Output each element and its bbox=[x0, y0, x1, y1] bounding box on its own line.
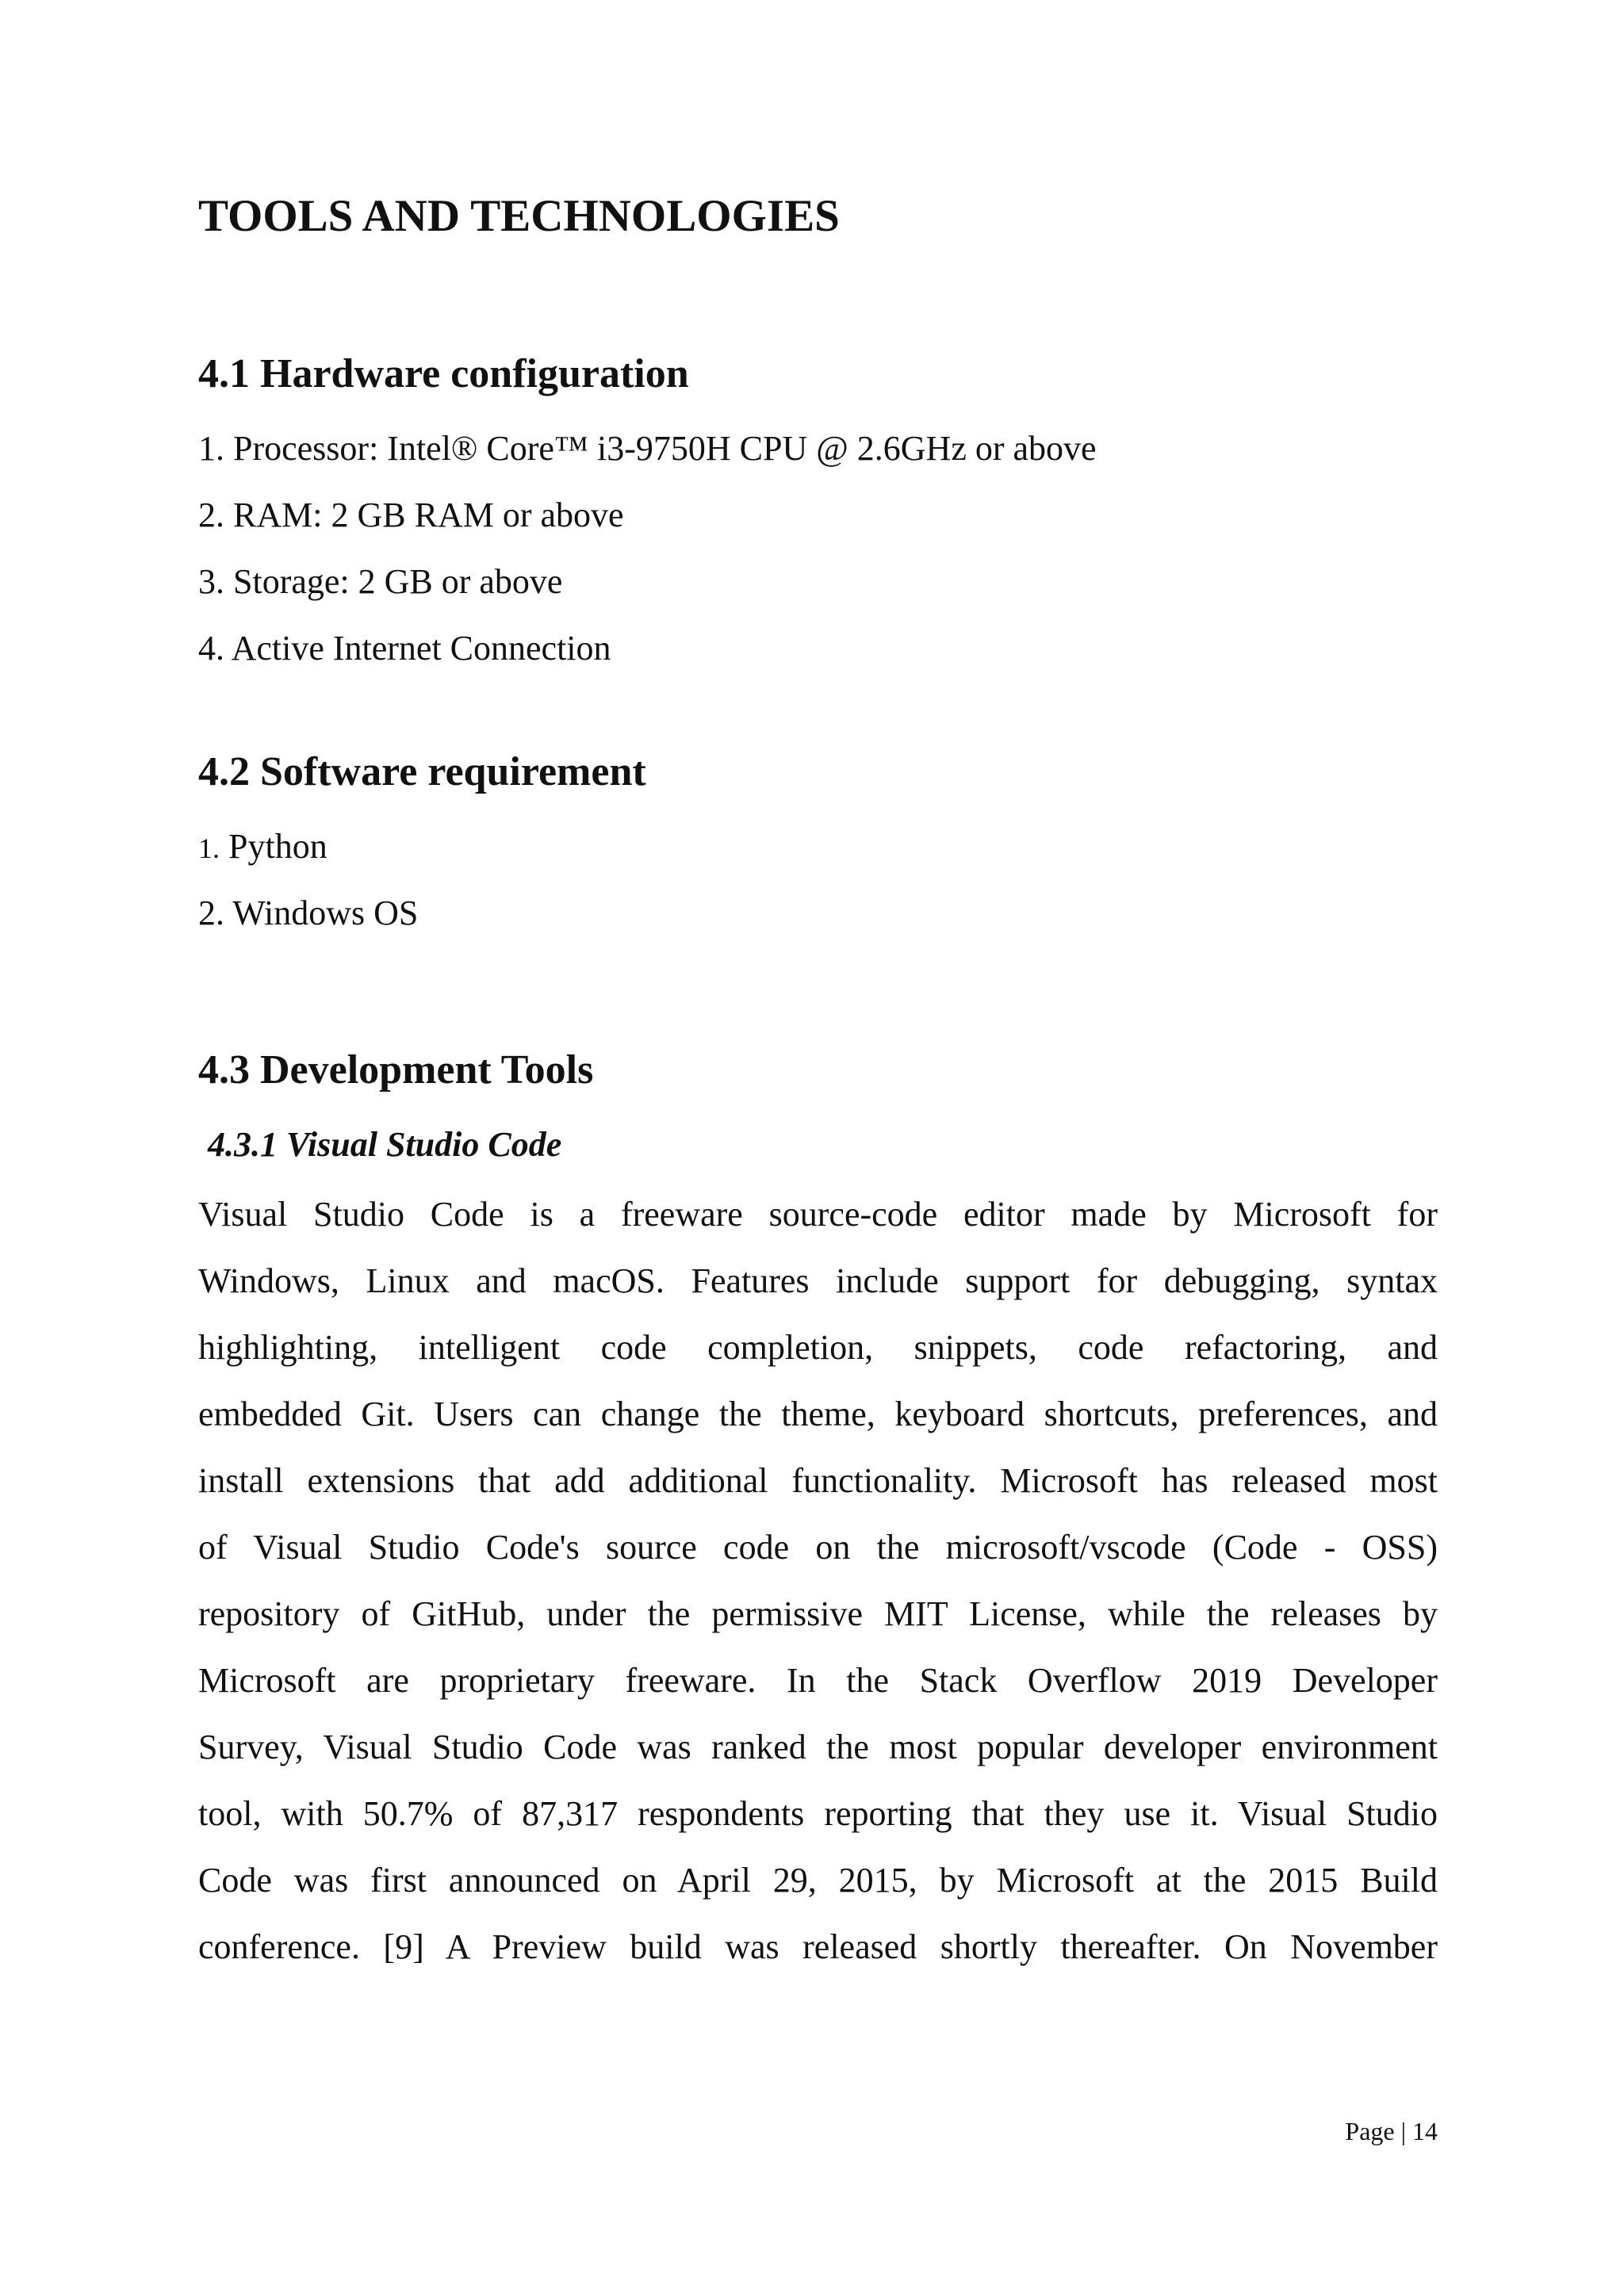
page-number: Page | 14 bbox=[1345, 2117, 1438, 2145]
vscode-paragraph bbox=[198, 1181, 1438, 1980]
list-item-text: 2. Windows OS bbox=[198, 894, 419, 932]
hardware-list bbox=[198, 415, 1097, 682]
paragraph-line: repository of GitHub, under the permissive MIT License, while the releases by bbox=[198, 1594, 1438, 1633]
list-item bbox=[198, 880, 418, 947]
paragraph-line: Visual Studio Code is a freeware source-code editor made by Microsoft for bbox=[198, 1195, 1438, 1234]
software-list bbox=[198, 813, 418, 947]
list-item: 2. RAM: 2 GB RAM or above bbox=[198, 496, 624, 534]
paragraph-line: Code was first announced on April 29, 2015, by Microsoft at the 2015 Build bbox=[198, 1861, 1438, 1900]
paragraph-line: embedded Git. Users can change the theme, keyboard shortcuts, preferences, and bbox=[198, 1395, 1438, 1433]
list-item: 3. Storage: 2 GB or above bbox=[198, 562, 563, 601]
section-heading-software: 4.2 Software requirement bbox=[198, 749, 646, 794]
list-item: 4. Active Internet Connection bbox=[198, 629, 611, 668]
paragraph-line: Windows, Linux and macOS. Features include support for debugging, syntax bbox=[198, 1261, 1438, 1300]
paragraph-line: conference. [9] A Preview build was released shortly thereafter. On November bbox=[198, 1927, 1438, 1966]
paragraph-line: of Visual Studio Code's source code on the microsoft/vscode (Code - OSS) bbox=[198, 1528, 1438, 1567]
list-item: 1. Processor: Intel® Core™ i3-9750H CPU @ 2.6GHz or above bbox=[198, 429, 1097, 468]
paragraph-line: tool, with 50.7% of 87,317 respondents reporting that they use it. Visual Studio bbox=[198, 1794, 1438, 1833]
section-heading-hardware: 4.1 Hardware configuration bbox=[198, 351, 689, 396]
list-item-text: Python bbox=[220, 827, 327, 866]
chapter-title: TOOLS AND TECHNOLOGIES bbox=[198, 191, 840, 241]
paragraph-line: Survey, Visual Studio Code was ranked the most popular developer environment bbox=[198, 1728, 1438, 1766]
paragraph-line: highlighting, intelligent code completion, snippets, code refactoring, and bbox=[198, 1328, 1438, 1367]
section-heading-dev-tools: 4.3 Development Tools bbox=[198, 1047, 594, 1093]
paragraph-line: install extensions that add additional functionality. Microsoft has released most bbox=[198, 1461, 1438, 1500]
list-item-number: 1. bbox=[198, 832, 220, 864]
subsection-heading-vscode: 4.3.1 Visual Studio Code bbox=[208, 1125, 562, 1164]
paragraph-line: Microsoft are proprietary freeware. In the Stack Overflow 2019 Developer bbox=[198, 1661, 1438, 1700]
list-item bbox=[198, 813, 418, 880]
